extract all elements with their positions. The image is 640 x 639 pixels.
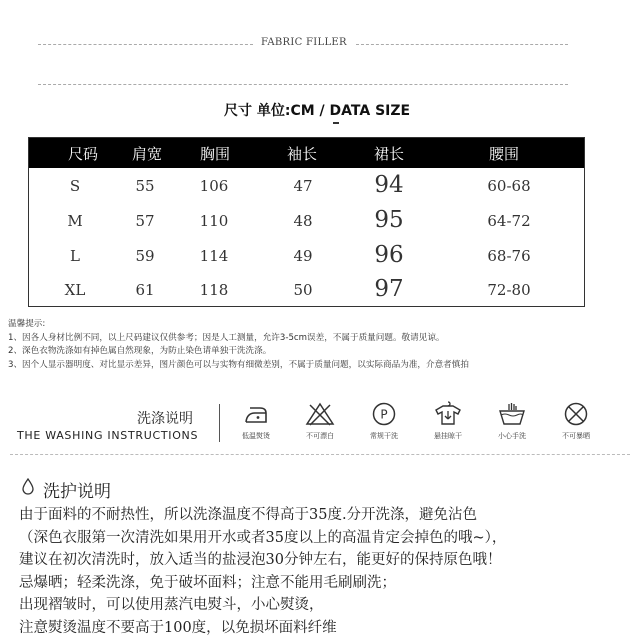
notes-block [8, 318, 469, 372]
cell-waist: 60-68 [487, 177, 530, 195]
cell-skirt-length: 96 [374, 242, 403, 268]
svg-text:P: P [380, 408, 387, 422]
cell-sleeve: 50 [293, 281, 312, 299]
size-table [28, 137, 585, 307]
col-header-sleeve: 袖长 [287, 143, 317, 164]
banner-divider [38, 84, 568, 85]
care-icon-hang-dry [428, 400, 468, 441]
care-label: 不可暴晒 [556, 431, 596, 441]
care-line: （深色衣服第一次清洗如果用开水或者35度以上的高温肯定会掉色的哦~）， [19, 527, 506, 550]
dry-clean-p-icon [369, 411, 399, 430]
care-label: 小心手洗 [492, 431, 532, 441]
iron-icon [241, 411, 271, 430]
cell-shoulder: 55 [135, 177, 154, 195]
cell-waist: 64-72 [487, 212, 530, 230]
care-line: 忌爆晒；轻柔洗涤，免于破坏面料；注意不能用毛刷刷洗； [19, 572, 506, 595]
water-drop-icon [22, 478, 34, 499]
washing-title-en: THE WASHING INSTRUCTIONS [17, 429, 198, 442]
care-line: 出现褶皱时，可以使用蒸汽电熨斗，小心熨烫， [19, 594, 506, 617]
cell-shoulder: 57 [135, 212, 154, 230]
size-table-header [29, 138, 584, 168]
col-header-shoulder: 肩宽 [132, 143, 162, 164]
title-underline-mark [333, 122, 339, 124]
cell-bust: 114 [200, 247, 229, 265]
care-icon-no-tumble-dry [556, 402, 596, 441]
table-row [29, 238, 584, 273]
col-header-bust: 胸围 [200, 143, 230, 164]
washing-divider [219, 404, 220, 442]
care-label: 悬挂晾干 [428, 431, 468, 441]
note-line: 2、深色衣物洗涤如有掉色属自然现象，为防止染色请单独干洗洗涤。 [8, 345, 469, 359]
washing-title-cn: 洗涤说明 [137, 408, 193, 428]
notes-heading: 温馨提示: [8, 318, 469, 332]
hang-dry-icon [433, 411, 463, 430]
cell-size: XL [65, 281, 86, 299]
cell-shoulder: 61 [135, 281, 154, 299]
col-header-skirt-length: 裙长 [374, 143, 404, 164]
cell-bust: 110 [200, 212, 229, 230]
care-label: 低温熨烫 [236, 431, 276, 441]
care-text-block [19, 504, 506, 639]
care-line: 由于面料的不耐热性，所以洗涤温度不得高于35度.分开洗涤，避免沾色 [19, 504, 506, 527]
no-tumble-dry-icon [561, 411, 591, 430]
banner-line-left [38, 44, 253, 45]
cell-waist: 72-80 [487, 281, 530, 299]
table-row [29, 273, 584, 308]
care-line: 建议在初次清洗时，放入适当的盐浸泡30分钟左右，能更好的保持原色哦！ [19, 549, 506, 572]
cell-skirt-length: 95 [374, 207, 403, 233]
table-row [29, 203, 584, 238]
banner-line-right [356, 44, 568, 45]
cell-waist: 68-76 [487, 247, 530, 265]
washing-bottom-divider [10, 454, 630, 455]
cell-sleeve: 48 [293, 212, 312, 230]
care-line: 注意熨烫温度不要高于100度，以免损坏面料纤维 [19, 617, 506, 639]
care-icon-iron [236, 402, 276, 441]
care-icon-dry-clean [364, 402, 404, 441]
care-icon-hand-wash [492, 402, 532, 441]
cell-bust: 118 [200, 281, 229, 299]
care-label: 不可漂白 [300, 431, 340, 441]
care-heading: 洗护说明 [43, 477, 111, 502]
care-label: 常规干洗 [364, 431, 404, 441]
table-row [29, 168, 584, 203]
col-header-waist: 腰围 [489, 143, 519, 164]
cell-sleeve: 47 [293, 177, 312, 195]
cell-skirt-length: 94 [374, 172, 403, 198]
cell-shoulder: 59 [135, 247, 154, 265]
note-line: 3、因个人显示器明度、对比显示差异，图片颜色可以与实物有细微差别，不属于质量问题，以实际商品为准，介意者慎拍 [8, 359, 469, 373]
cell-bust: 106 [200, 177, 229, 195]
hand-wash-icon [497, 411, 527, 430]
cell-size: S [70, 177, 80, 195]
cell-skirt-length: 97 [374, 276, 403, 302]
no-bleach-icon [305, 411, 335, 430]
note-line: 1、因各人身材比例不同，以上尺码建议仅供参考；因是人工测量，允许3-5cm误差，不属于质量问题。敬请见谅。 [8, 332, 469, 346]
cell-size: L [70, 247, 80, 265]
care-icon-no-bleach [300, 402, 340, 441]
size-table-title: 尺寸 单位:CM / DATA SIZE [224, 100, 410, 120]
col-header-size: 尺码 [68, 143, 98, 164]
cell-size: M [67, 212, 82, 230]
banner-title: FABRIC FILLER [261, 37, 347, 48]
cell-sleeve: 49 [293, 247, 312, 265]
